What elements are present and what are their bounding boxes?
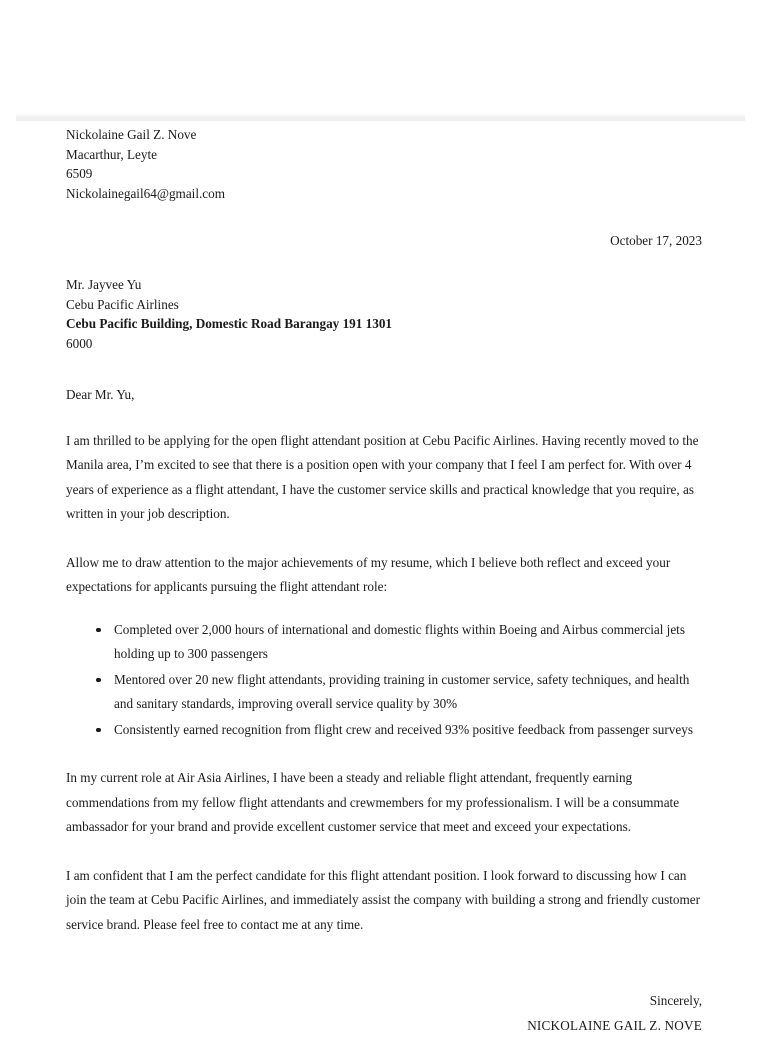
paragraph-current-role: In my current role at Air Asia Airlines, I have been a steady and reliable flight attendant, frequently earning commendations from my fellow flight attendants and crewmembers for my professionalism. I will be a consummate ambassador for your brand and provide excellent customer service that meet and exceed your expectations.: [66, 770, 680, 835]
list-item: [66, 618, 702, 667]
sender-postal-code: 6509: [66, 166, 93, 182]
sign-off: Sincerely,: [649, 993, 702, 1009]
letter-content: [66, 118, 702, 1038]
bullet-dot-icon: [96, 678, 101, 683]
signature-name: NICKOLAINE GAIL Z. NOVE: [527, 1017, 702, 1033]
recipient-postal-code: 6000: [66, 335, 93, 351]
list-item: [66, 718, 702, 743]
recipient-name: Mr. Jayvee Yu: [66, 276, 142, 292]
letter-date: October 17, 2023: [610, 233, 702, 249]
paragraph-intro: I am thrilled to be applying for the open flight attendant position at Cebu Pacific Airlines. Having recently moved to the Manila area, I’m excited to see that there is a position open with your company that I feel I am perfect for. With over 4 years of experience as a flight attendant, I have the customer service skills and practical knowledge that you require, as written in your job description.: [66, 432, 699, 522]
signature-block: [66, 989, 702, 1038]
sender-address-block: [66, 125, 702, 203]
list-item-text: Consistently earned recognition from flight crew and received 93% positive feedback from passenger surveys: [114, 721, 693, 737]
achievements-list: [66, 618, 702, 743]
list-item-text: Mentored over 20 new flight attendants, providing training in customer service, safety techniques, and health and sanitary standards, improving overall service quality by 30%: [114, 671, 690, 712]
sender-address: Macarthur, Leyte: [66, 146, 158, 162]
recipient-company: Cebu Pacific Airlines: [66, 296, 179, 312]
bullet-dot-icon: [96, 628, 101, 633]
salutation: Dear Mr. Yu,: [66, 387, 135, 403]
list-item: [66, 668, 702, 717]
recipient-address: Cebu Pacific Building, Domestic Road Barangay 191 1301: [66, 316, 393, 332]
paragraph-closing: I am confident that I am the perfect candidate for this flight attendant position. I look forward to discussing how I can join the team at Cebu Pacific Airlines, and immediately assist the company with building a strong and friendly customer service brand. Please feel free to contact me at any time.: [66, 867, 700, 932]
paragraph-achievements-lead: Allow me to draw attention to the major achievements of my resume, which I believe both reflect and exceed your expectations for applicants pursuing the flight attendant role:: [66, 554, 671, 595]
bullet-dot-icon: [96, 728, 101, 733]
sender-name: Nickolaine Gail Z. Nove: [66, 127, 197, 142]
list-item-text: Completed over 2,000 hours of international and domestic flights within Boeing and Airbus commercial jets holding up to 300 passengers: [114, 621, 685, 662]
sender-email: Nickolainegail64@gmail.com: [66, 185, 225, 201]
recipient-address-block: [66, 275, 702, 353]
